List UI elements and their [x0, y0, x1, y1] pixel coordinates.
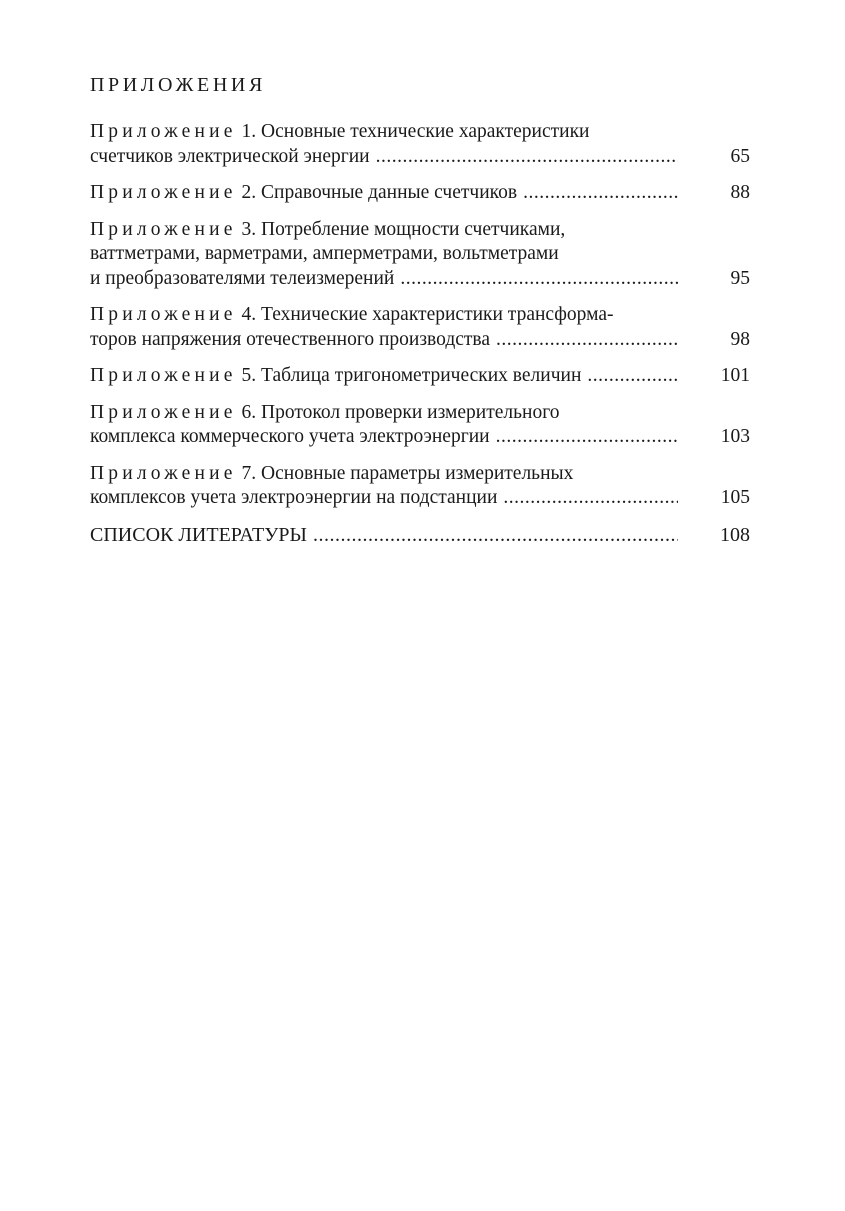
toc-line-text: комплексов учета электроэнергии на подстанции — [90, 487, 498, 508]
toc-entry-text — [90, 364, 678, 389]
page-number: 105 — [720, 487, 750, 508]
toc-line-text: ваттметрами, варметрами, амперметрами, вольтметрами — [90, 243, 559, 264]
toc-entry-text — [90, 462, 678, 511]
toc-line — [90, 303, 678, 328]
toc-line-text: комплекса коммерческого учета электроэнергии — [90, 426, 490, 447]
toc-line-text: Протокол проверки измерительного — [261, 401, 560, 423]
toc-entry-appendix-5[interactable] — [90, 364, 750, 389]
toc-entry-text — [90, 401, 678, 450]
toc-entry-text — [90, 303, 678, 352]
dot-leader — [376, 145, 678, 170]
toc-line — [90, 242, 678, 267]
toc-entry-appendix-7[interactable] — [90, 462, 750, 511]
toc-line-text: Таблица тригонометрических величин — [261, 365, 582, 386]
toc-line-text: Основные технические характеристики — [261, 121, 590, 142]
appendix-number: 3. — [241, 218, 257, 240]
toc-line — [90, 364, 678, 389]
toc-entry-appendix-1[interactable] — [90, 120, 750, 169]
toc-line-text: Технические характеристики трансформа- — [261, 304, 614, 325]
appendix-label: Приложение — [90, 218, 237, 240]
toc-entry-text — [90, 523, 678, 548]
toc-line-text: Справочные данные счетчиков — [261, 182, 518, 203]
toc-line — [90, 267, 678, 292]
appendix-number: 2. — [241, 182, 257, 203]
toc-entry-text — [90, 181, 678, 206]
appendix-number: 5. — [241, 365, 257, 386]
page-number: 101 — [720, 365, 750, 386]
table-of-contents — [90, 72, 750, 559]
appendix-label: Приложение — [90, 401, 237, 423]
toc-entry-appendix-6[interactable] — [90, 401, 750, 450]
toc-line-text: Основные параметры измерительных — [261, 462, 574, 484]
page-number: 103 — [720, 426, 750, 447]
appendix-label: Приложение — [90, 304, 237, 325]
toc-line — [90, 523, 678, 548]
page-number: 95 — [730, 267, 750, 289]
dot-leader — [587, 364, 678, 389]
toc-line — [90, 218, 678, 243]
toc-entry-text — [90, 120, 678, 169]
page-number: 88 — [730, 182, 750, 203]
toc-line — [90, 328, 678, 353]
dot-leader — [496, 328, 678, 353]
appendix-number: 6. — [241, 401, 257, 423]
toc-entry-text — [90, 218, 678, 292]
toc-line — [90, 145, 678, 170]
appendix-number: 4. — [241, 304, 257, 325]
dot-leader — [400, 267, 678, 292]
dot-leader — [313, 523, 678, 548]
toc-line — [90, 425, 678, 450]
toc-entry-appendix-3[interactable] — [90, 218, 750, 292]
references-title: СПИСОК ЛИТЕРАТУРЫ — [90, 523, 307, 546]
page-number: 98 — [730, 328, 750, 350]
toc-line-text — [90, 181, 517, 206]
toc-line — [90, 120, 678, 145]
toc-line-text: Потребление мощности счетчиками, — [261, 218, 566, 240]
appendix-label: Приложение — [90, 365, 237, 386]
toc-line — [90, 486, 678, 511]
toc-line — [90, 462, 678, 487]
toc-entry-appendix-4[interactable] — [90, 303, 750, 352]
toc-line — [90, 401, 678, 426]
toc-line — [90, 181, 678, 206]
appendix-number: 1. — [241, 121, 257, 142]
toc-entry-references[interactable] — [90, 523, 750, 548]
dot-leader — [503, 486, 678, 511]
page-number: 108 — [720, 523, 750, 546]
toc-entry-appendix-2[interactable] — [90, 181, 750, 206]
appendix-number: 7. — [241, 462, 257, 484]
toc-line-text: торов напряжения отечественного производства — [90, 328, 491, 350]
appendix-label: Приложение — [90, 182, 237, 203]
appendices-heading: ПРИЛОЖЕНИЯ — [90, 74, 266, 96]
dot-leader — [496, 425, 678, 450]
appendix-label: Приложение — [90, 121, 237, 142]
toc-line-text: счетчиков электрической энергии — [90, 145, 370, 167]
page-number: 65 — [730, 145, 750, 167]
toc-line-text: и преобразователями телеизмерений — [90, 267, 395, 289]
toc-line-text — [90, 364, 581, 389]
appendix-label: Приложение — [90, 462, 237, 484]
dot-leader — [523, 181, 678, 206]
